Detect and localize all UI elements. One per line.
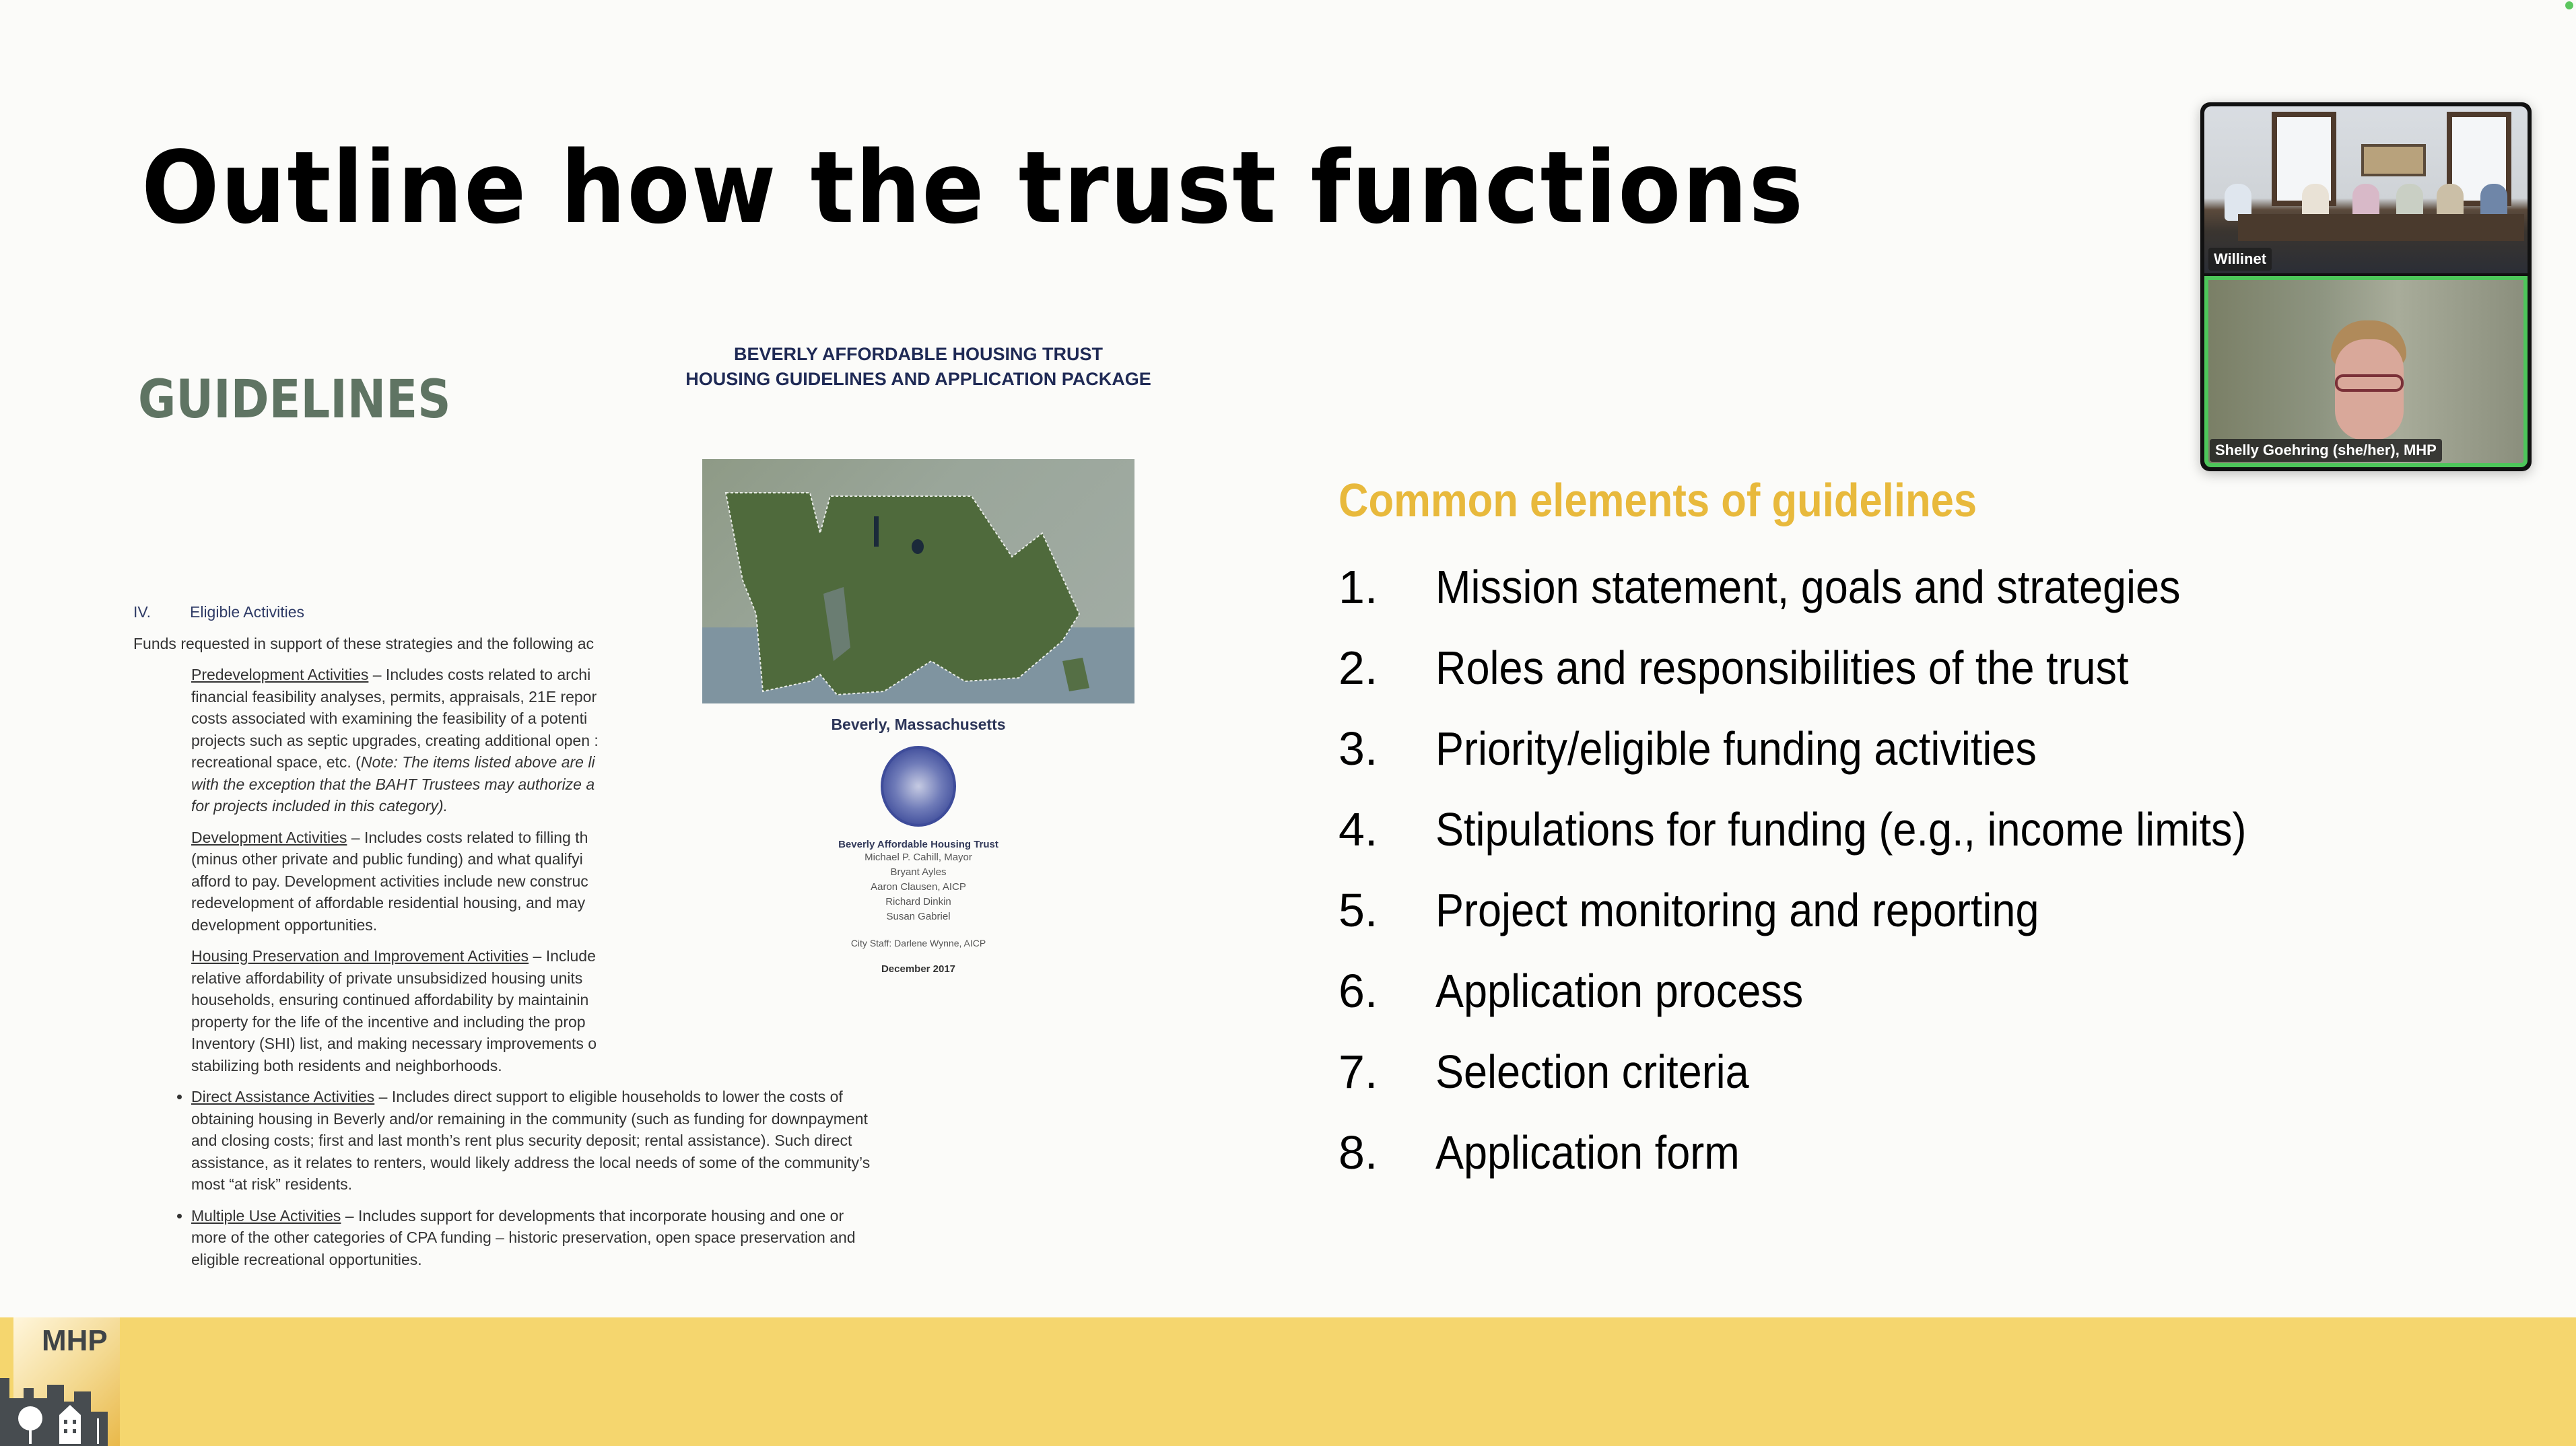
conference-table [2238,214,2524,241]
cover-organization: Beverly Affordable Housing Trust [838,839,998,850]
mhp-logo [13,1317,120,1446]
activity-text: costs associated with examining the feasibility of a potenti [191,710,588,727]
activity-text: relative affordability of private unsubsidized housing units [191,969,583,987]
list-item [191,1086,879,1196]
activity-term: Direct Assistance Activities [191,1088,375,1105]
section-label: GUIDELINES [138,370,451,430]
activity-text: stabilizing both residents and neighborhoods. [191,1056,502,1074]
activity-note: with the exception that the BAHT Trustees may authorize a [191,775,595,793]
list-item [191,1205,879,1271]
activity-text: afford to pay. Development activities include new construc [191,872,588,890]
item-number: 4. [1338,803,1378,856]
common-elements-heading: Common elements of guidelines [1338,474,1977,526]
activity-text: financial feasibility analyses, permits, appraisals, 21E repor [191,687,597,705]
cover-member: Bryant Ayles [890,866,947,878]
cover-member: Richard Dinkin [885,896,951,907]
activity-text: – Includes support for developments that incorporate housing and one or more of the other categories of CPA funding – historic preservation, open space preservation and eligible recreational opportunities. [191,1206,856,1268]
item-number: 2. [1338,642,1378,694]
item-number: 3. [1338,722,1378,775]
activity-term: Development Activities [191,828,347,846]
item-number: 7. [1338,1045,1378,1098]
activity-text: – Includes costs related to filling th [347,828,588,846]
item-text: Roles and responsibilities of the trust [1435,642,2129,694]
document-cover-header [673,342,1163,392]
item-text: Priority/eligible funding activities [1435,722,2037,775]
avatar-glasses [2335,374,2404,392]
activity-note: Note: The items listed above are li [360,753,595,771]
slide-footer-band [0,1317,2576,1446]
activity-term: Housing Preservation and Improvement Activities [191,947,529,965]
activity-text: projects such as septic upgrades, creating additional open : [191,731,599,749]
cover-member: Aaron Clausen, AICP [871,881,966,893]
video-gallery-panel[interactable] [2200,102,2532,471]
section-heading [133,601,901,623]
activity-term: Predevelopment Activities [191,666,369,683]
list-item [191,827,614,936]
item-text: Application form [1435,1126,1740,1179]
cover-city-staff: City Staff: Darlene Wynne, AICP [850,938,986,949]
participant-name-label: Shelly Goehring (she/her), MHP [2210,439,2442,462]
city-skyline-icon [0,1371,135,1446]
item-number: 5. [1338,884,1378,936]
activity-note: for projects included in this category). [191,797,448,815]
item-number: 8. [1338,1126,1378,1179]
activity-text: development opportunities. [191,916,378,934]
activity-text: – Includes costs related to archi [368,666,591,683]
cover-member: Michael P. Cahill, Mayor [865,852,972,863]
cover-member: Susan Gabriel [886,911,951,922]
logo-text: MHP [42,1324,108,1357]
activity-text: property for the life of the incentive and including the prop [191,1012,586,1031]
video-tile-willinet[interactable] [2204,106,2528,273]
section-title: Eligible Activities [190,603,305,621]
activity-text: – Includes direct support to eligible households to lower the costs of obtaining housing in Beverly and/or remaining in the community (such as funding for downpayment and closing costs; first and last month’s rent plus security deposit; rental assistance). Such direct assistance, as it relates to renters, would likely address the local needs of some of the community’s most “at risk” residents. [191,1088,871,1193]
document-title-line1: BEVERLY AFFORDABLE HOUSING TRUST [733,344,1104,364]
eligible-activities-list [133,664,901,1270]
activity-text: redevelopment of affordable residential housing, and may [191,894,586,911]
item-text: Stipulations for funding (e.g., income limits) [1435,803,2247,856]
list-item [191,945,614,1076]
document-title-line2: HOUSING GUIDELINES AND APPLICATION PACKAGE [685,369,1151,389]
wall-picture [2361,144,2426,176]
item-text: Mission statement, goals and strategies [1435,561,2181,613]
document-excerpt [133,601,901,1280]
activity-term: Multiple Use Activities [191,1206,341,1225]
activity-text: recreational space, etc. ( [191,753,361,771]
cover-date: December 2017 [881,963,956,975]
list-item [191,664,614,817]
section-intro: Funds requested in support of these strategies and the following ac [133,634,595,652]
participant-name-label: Willinet [2208,248,2272,271]
activity-text: households, ensuring continued affordability by maintainin [191,991,589,1008]
item-text: Application process [1435,965,1804,1017]
item-text: Selection criteria [1435,1045,1749,1098]
activity-text: – Include [529,947,596,965]
item-number: 1. [1338,561,1378,613]
video-tile-shelly-goehring[interactable] [2204,276,2528,467]
activity-text: (minus other private and public funding) and what qualifyi [191,850,583,868]
item-number: 6. [1338,965,1378,1017]
item-text: Project monitoring and reporting [1435,884,2039,936]
cover-place: Beverly, Massachusetts [831,716,1006,733]
slide-title: Outline how the trust functions [141,130,1805,246]
activity-text: Inventory (SHI) list, and making necessary improvements o [191,1035,597,1052]
status-indicator-icon [2565,1,2573,9]
section-number: IV. [133,603,151,621]
